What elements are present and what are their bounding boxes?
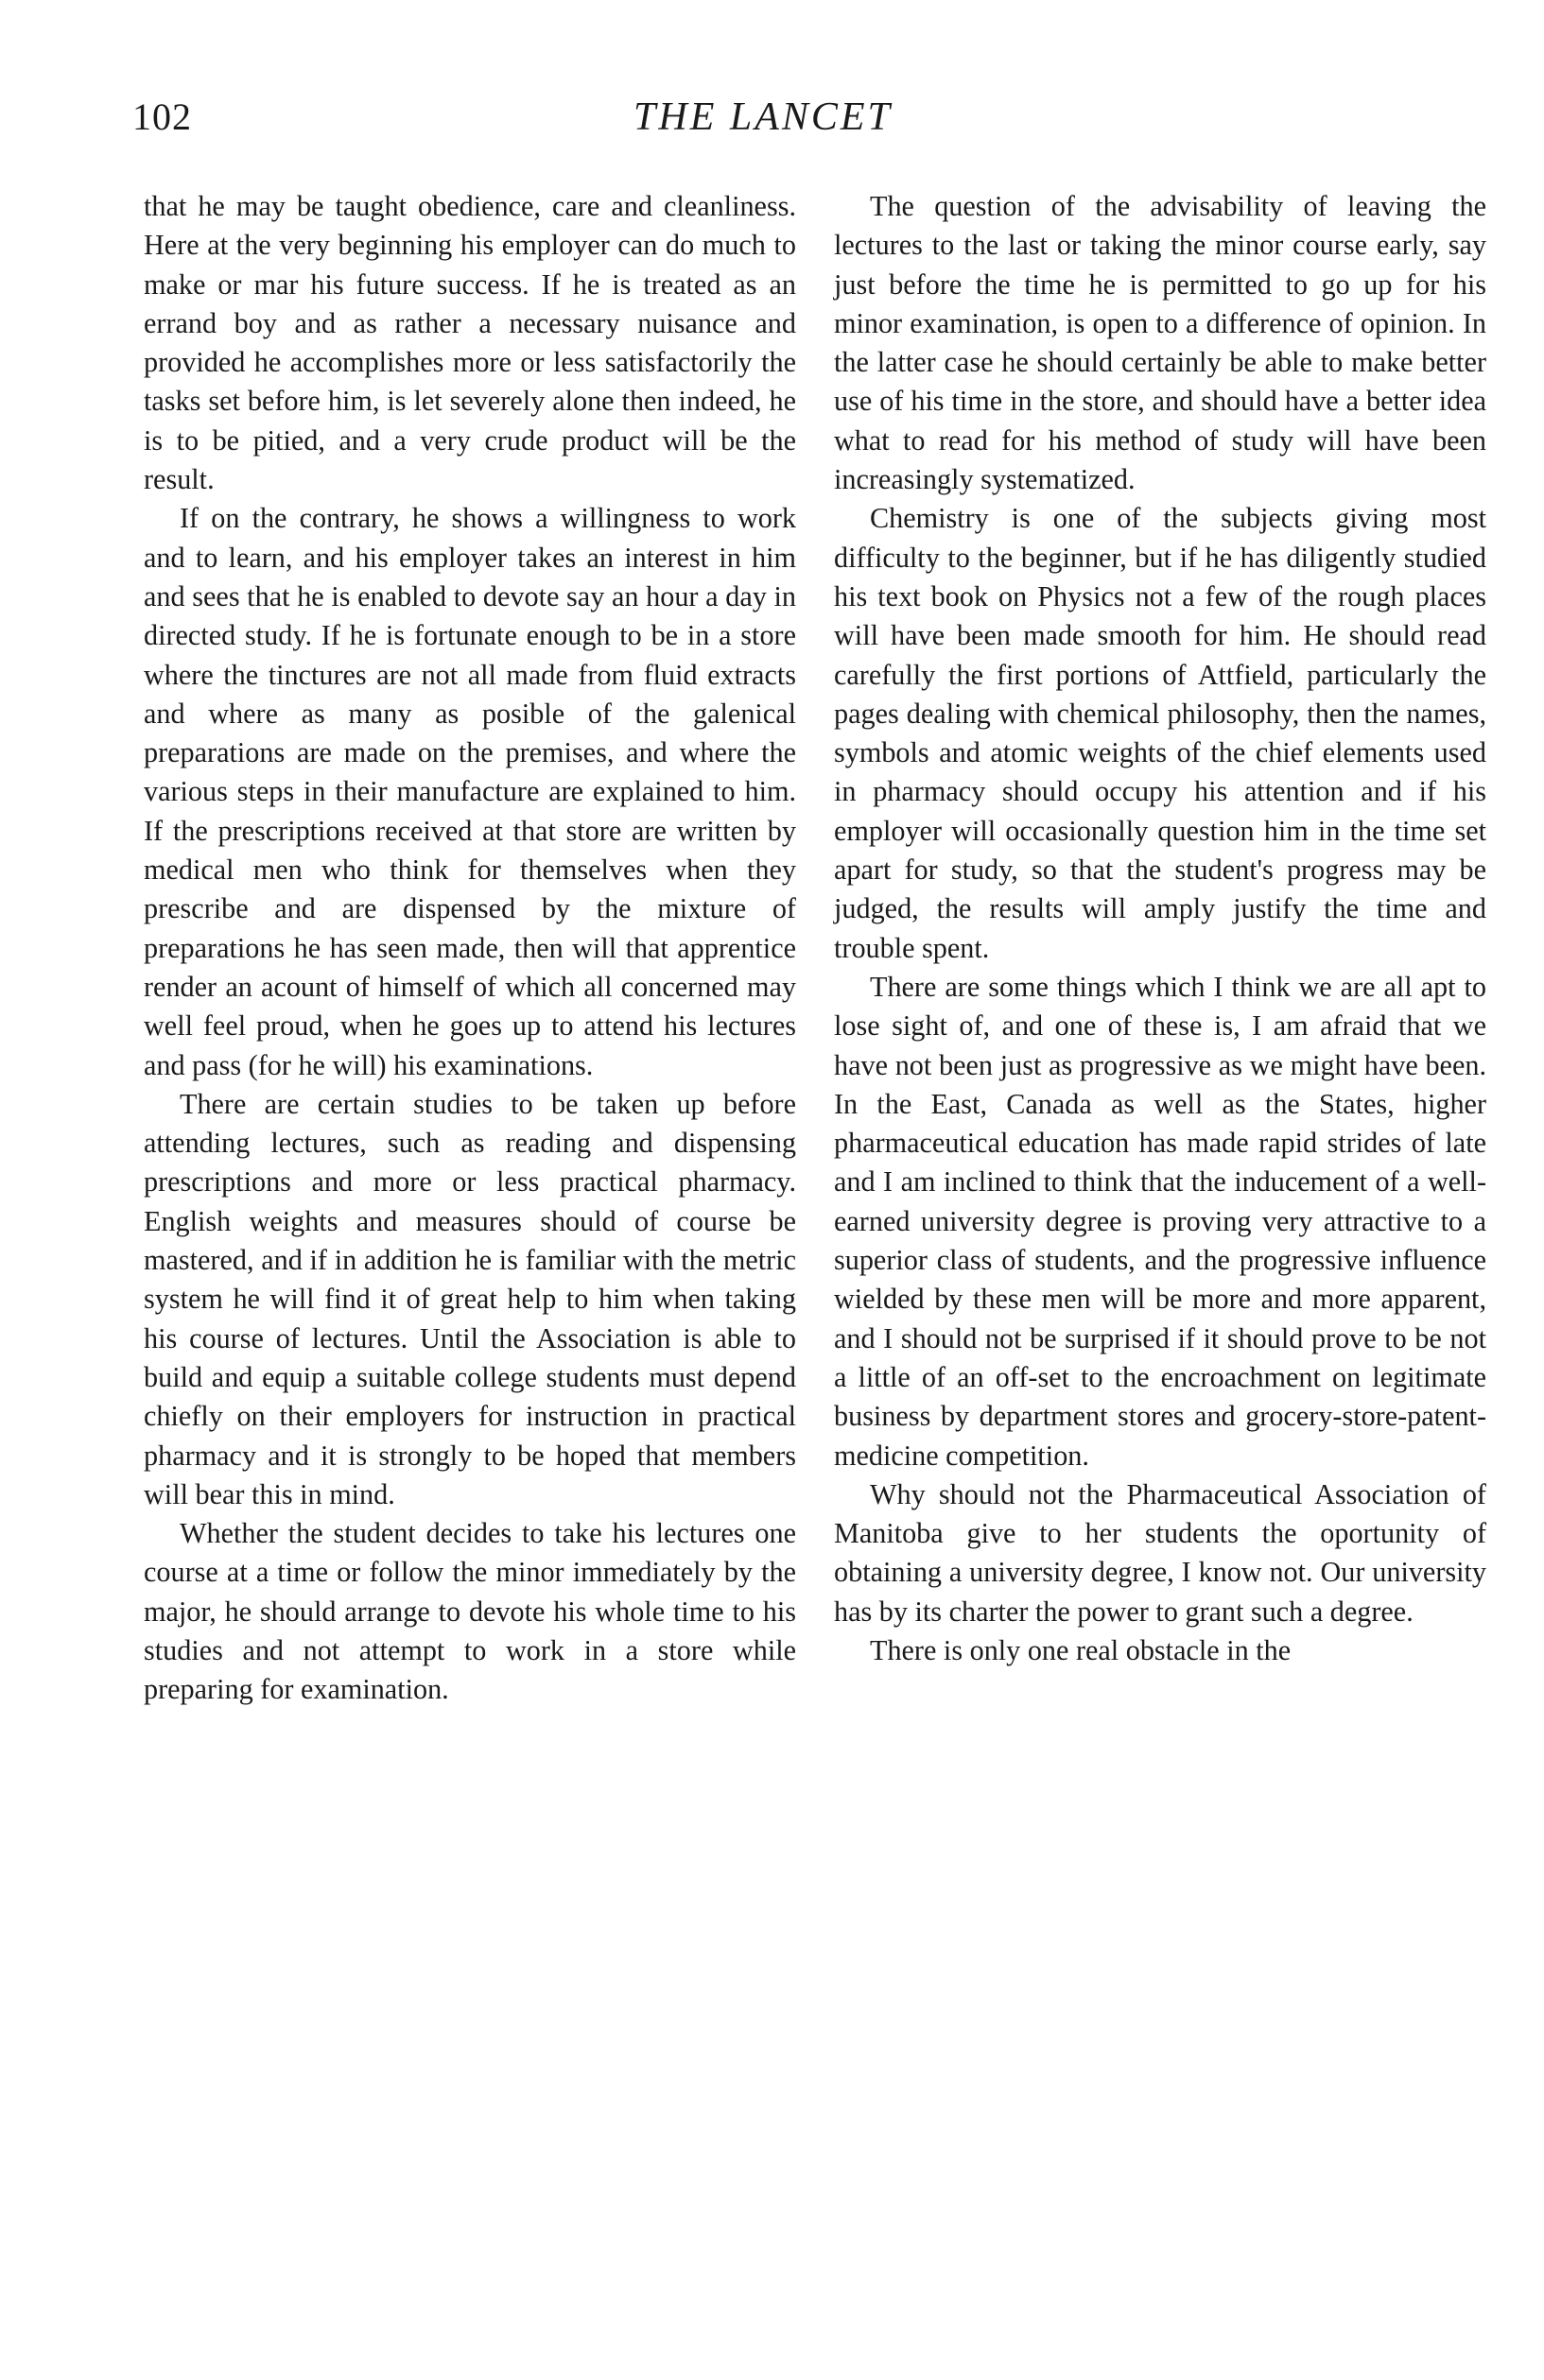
left-column — [144, 187, 796, 1710]
paragraph: that he may be taught obedience, care and cleanliness. Here at the very beginning his employer can do much to make or mar his future success. If he is treated as an errand boy and as rather a necessary nuisance and provided he accomplishes more or less satisfactorily the tasks set before him, is let severely alone then indeed, he is to be pitied, and a very crude product will be the result. — [144, 190, 796, 496]
paragraph: There are some things which I think we are all apt to lose sight of, and one of these is, I am afraid that we have not been just as progressive as we might have been. In the East, Canada as well as the States, higher pharmaceutical education has made rapid strides of late and I am inclined to think that the inducement of a well-earned university degree is proving very attractive to a superior class of students, and the progressive influence wielded by these men will be more and more apparent, and I should not be surprised if it should prove to be not a little of an off-set to the encroachment on legitimate business by department stores and grocery-store-patent-medicine competition. — [834, 970, 1486, 1472]
right-column — [834, 187, 1486, 1670]
paragraph: If on the contrary, he shows a willingness to work and to learn, and his employer takes an interest in him and sees that he is enabled to devote say an hour a day in directed study. If he is fortunate enough to be in a store where the tinctures are not all made from fluid extracts and where as many as posible of the galenical preparations are made on the premises, and where the various steps in their manufacture are explained to him. If the prescriptions received at that store are written by medical men who think for themselves when they prescribe and are dispensed by the mixture of preparations he has seen made, then will that apprentice render an acount of himself of which all concerned may well feel proud, when he goes up to attend his lectures and pass (for he will) his examinations. — [144, 502, 796, 1081]
page-header — [132, 95, 1484, 151]
paragraph: There are certain studies to be taken up before attending lectures, such as reading and dispensing prescriptions and more or less practical pharmacy. English weights and measures should of course be mastered, and if in addition he is familiar with the metric system he will find it of great help to him when taking his course of lectures. Until the Association is able to build and equip a suitable college students must depend chiefly on their employers for instruction in practical pharmacy and it is strongly to be hoped that members will bear this in mind. — [144, 1087, 796, 1510]
running-title: THE LANCET — [633, 95, 893, 139]
paragraph: Why should not the Pharmaceutical Association of Manitoba give to her students the oportunity of obtaining a university degree, I know not. Our university has by its charter the power to grant such a degree. — [834, 1477, 1486, 1628]
page-number: 102 — [132, 95, 192, 138]
paragraph: There is only one real obstacle in the — [870, 1633, 1292, 1666]
paragraph: The question of the advisability of leaving the lectures to the last or taking the minor course early, say just before the time he is permitted to go up for his minor examination, is open to a difference of opinion. In the latter case he should certainly be able to make better use of his time in the store, and should have a better idea what to read for his method of study will have been increasingly systematized. — [834, 190, 1486, 496]
paragraph: Chemistry is one of the subjects giving most difficulty to the beginner, but if he has diligently studied his text book on Physics not a few of the rough places will have been made smooth for him. He should read carefully the first portions of Attfield, particularly the pages dealing with chemical philosophy, then the names, symbols and atomic weights of the chief elements used in pharmacy should occupy his attention and if his employer will occasionally question him in the time set apart for study, so that the student's progress may be judged, the results will amply justify the time and trouble spent. — [834, 502, 1486, 964]
paragraph: Whether the student decides to take his lectures one course at a time or follow the minor immediately by the major, he should arrange to devote his whole time to his studies and not attempt to work in a store while preparing for examination. — [144, 1517, 796, 1706]
